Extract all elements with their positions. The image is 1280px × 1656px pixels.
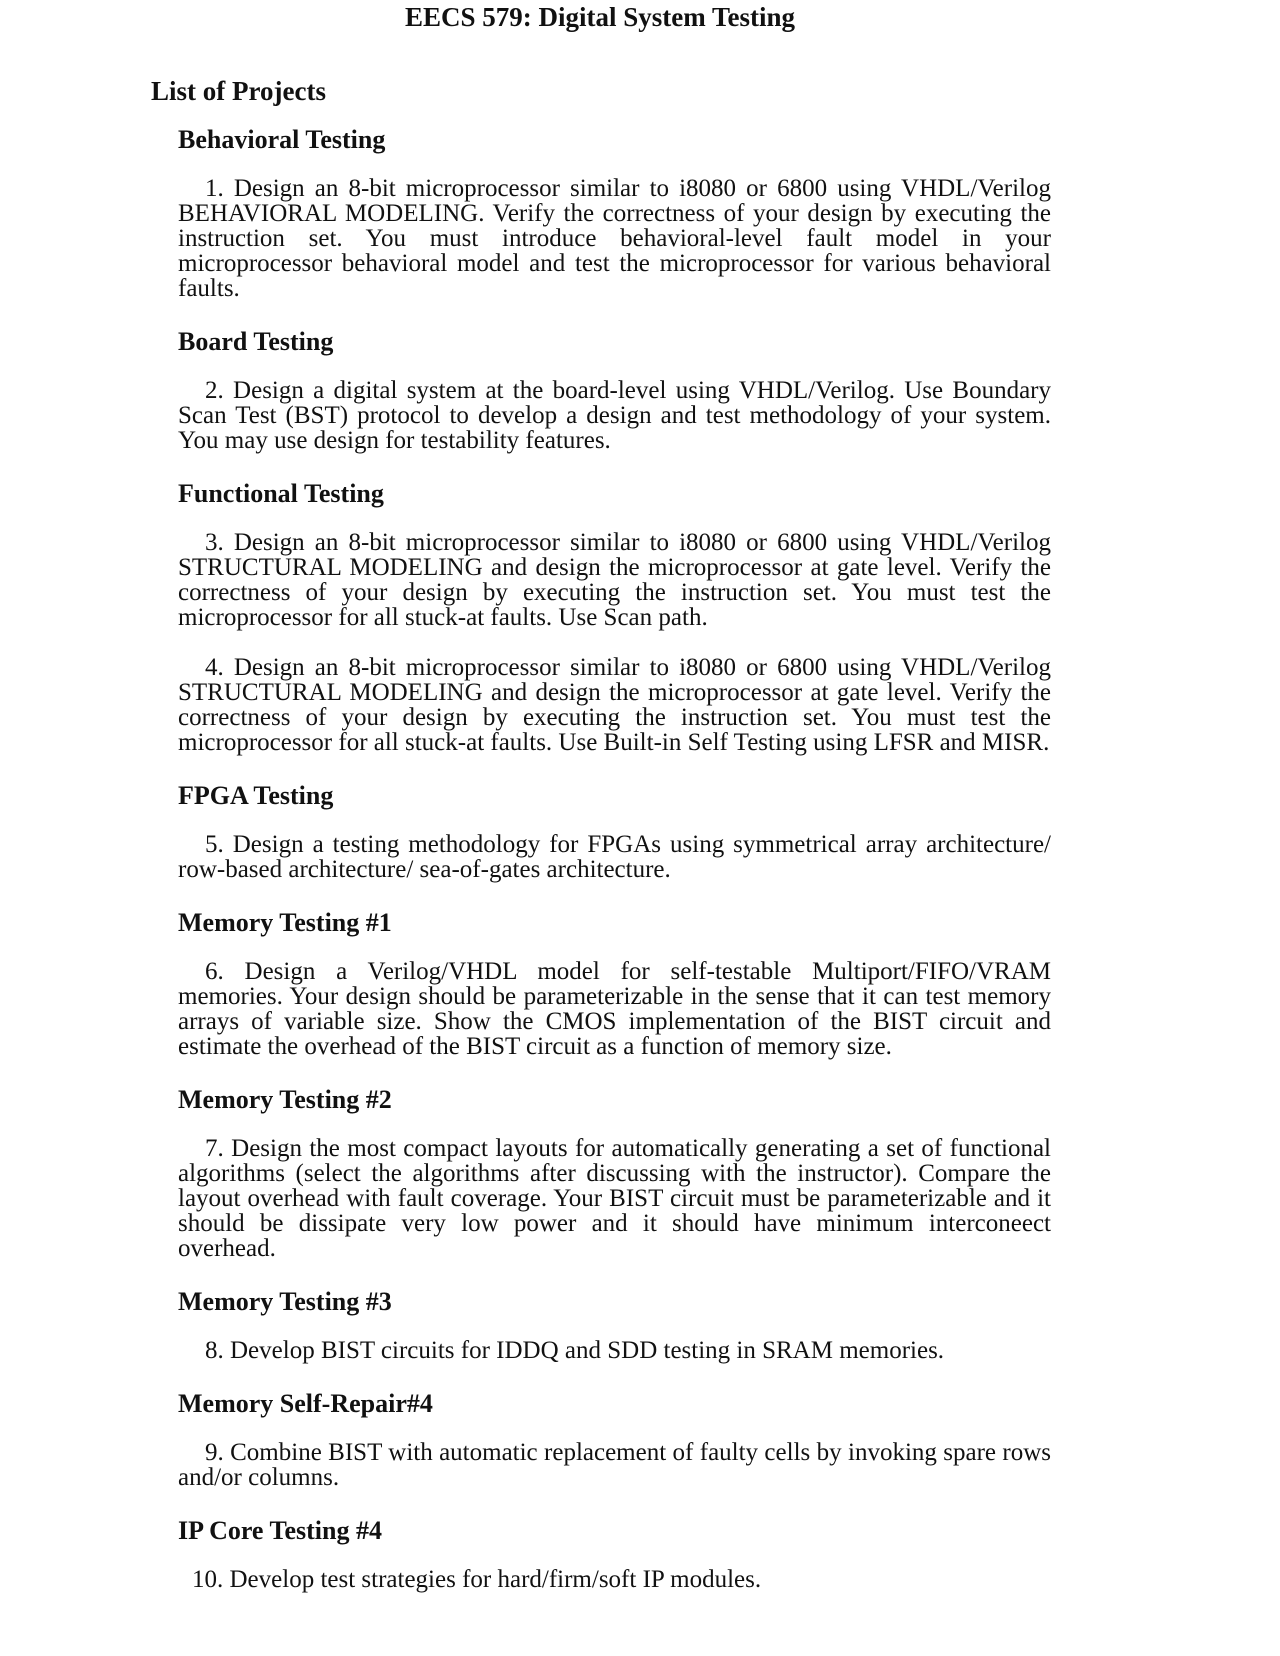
project-text: Design an 8-bit microprocessor similar to i8080 or 6800 using VHDL/Verilog STRUCTURAL MODELING and design the microprocessor at gate level. Verify the correctness of your design by executing the instruction set. You must test the microprocessor for all stuck-at faults. Use Scan path. [178,529,1051,631]
project-item-3 [178,530,1051,630]
project-list [178,124,1051,1617]
project-number: 2. [205,377,224,404]
section-heading-functional-testing: Functional Testing [178,479,384,508]
project-number: 3. [205,529,224,556]
section-heading-memory-testing-3: Memory Testing #3 [178,1287,392,1316]
project-text: Combine BIST with automatic replacement of faulty cells by invoking spare rows and/or columns. [178,1439,1051,1491]
project-number: 9. [205,1439,224,1466]
project-number: 6. [205,958,224,985]
section-heading-memory-self-repair-4: Memory Self-Repair#4 [178,1389,433,1418]
project-item-1 [178,176,1051,301]
project-text: Design an 8-bit microprocessor similar to i8080 or 6800 using VHDL/Verilog BEHAVIORAL MODELING. Verify the correctness of your design by executing the instruction set. You must introduce behavioral-level fault model in your microprocessor behavioral model and test the microprocessor for various behavioral faults. [178,175,1051,302]
project-text: Design a digital system at the board-level using VHDL/Verilog. Use Boundary Scan Test (BST) protocol to develop a design and test methodology of your system. You may use design for testability features. [178,377,1052,454]
section-heading-ip-core-testing-4: IP Core Testing #4 [178,1516,382,1545]
project-number: 1. [205,175,224,202]
project-item-10 [178,1567,1051,1592]
list-heading: List of Projects [151,76,326,106]
project-text: Design a Verilog/VHDL model for self-testable Multiport/FIFO/VRAM memories. Your design should be parameterizable in the sense that it can test memory arrays of variable size. Show the CMOS implementation of the BIST circuit and estimate the overhead of the BIST circuit as a function of memory size. [178,958,1051,1060]
section-heading-memory-testing-2: Memory Testing #2 [178,1085,392,1114]
project-number: 8. [205,1337,224,1364]
project-text: Design a testing methodology for FPGAs using symmetrical array architecture/ row-based architecture/ sea-of-gates architecture. [178,831,1051,883]
section-heading-fpga-testing: FPGA Testing [178,781,334,810]
project-text: Design an 8-bit microprocessor similar to i8080 or 6800 using VHDL/Verilog STRUCTURAL MODELING and design the microprocessor at gate level. Verify the correctness of your design by executing the instruction set. You must test the microprocessor for all stuck-at faults. Use Built-in Self Testing using LFSR and MISR. [178,654,1051,756]
project-text: Develop BIST circuits for IDDQ and SDD testing in SRAM memories. [230,1337,945,1364]
section-heading-behavioral-testing: Behavioral Testing [178,125,386,154]
document-title: EECS 579: Digital System Testing [404,2,796,32]
project-number: 4. [205,654,224,681]
project-item-4 [178,655,1051,755]
project-item-9 [178,1440,1051,1490]
project-item-6 [178,959,1051,1059]
project-text: Develop test strategies for hard/firm/soft IP modules. [229,1566,762,1593]
project-item-5 [178,832,1051,882]
project-number: 5. [205,831,224,858]
project-number: 10. [192,1566,224,1593]
project-item-2 [178,378,1051,453]
section-heading-memory-testing-1: Memory Testing #1 [178,908,392,937]
project-number: 7. [205,1135,224,1162]
section-heading-board-testing: Board Testing [178,327,334,356]
project-item-8 [178,1338,1051,1363]
project-text: Design the most compact layouts for automatically generating a set of functional algorithms (select the algorithms after discussing with the instructor). Compare the layout overhead with fault coverage. Your BIST circuit must be parameterizable and it should be dissipate very low power and it should have minimum interconeect overhead. [178,1135,1051,1262]
project-item-7 [178,1136,1051,1261]
